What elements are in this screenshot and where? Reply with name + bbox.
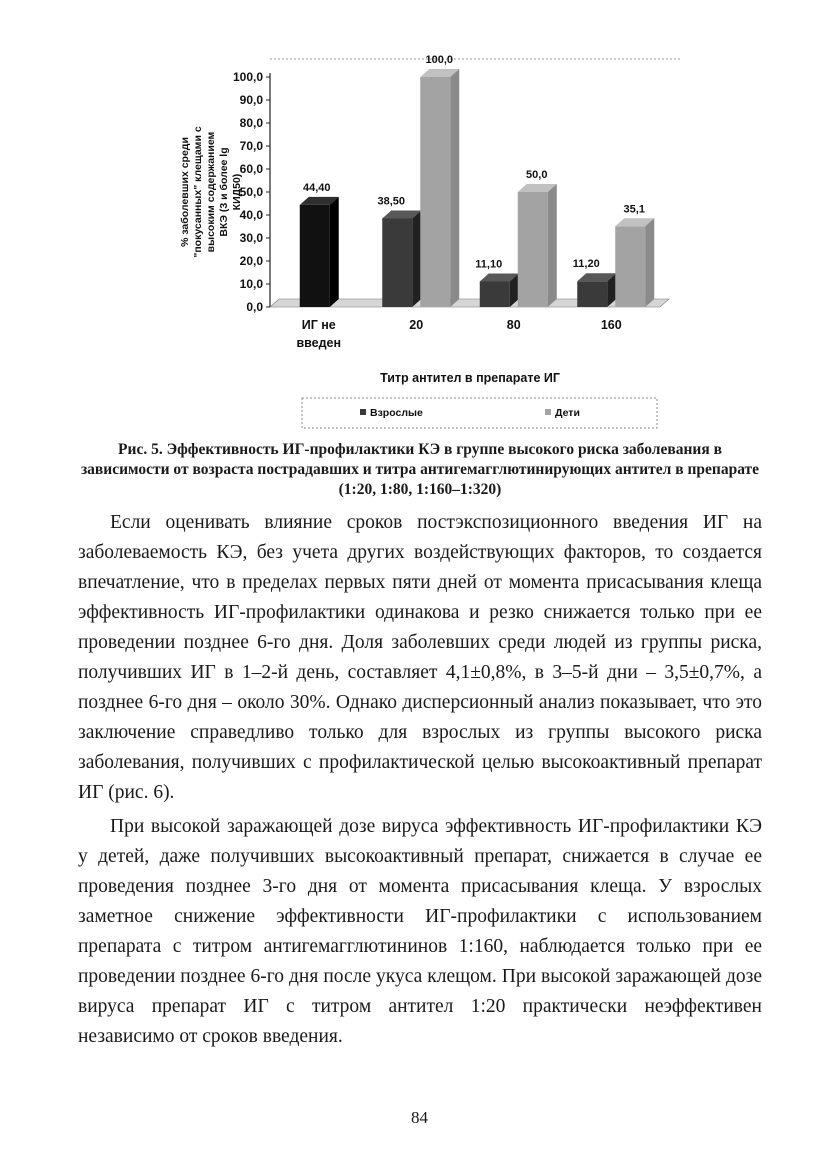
body-text bbox=[78, 508, 762, 1052]
page-number: 84 bbox=[411, 1108, 428, 1127]
y-tick-label: 50,0 bbox=[239, 185, 263, 199]
y-axis-label-line: КИД50) bbox=[231, 173, 243, 211]
x-axis-label: Титр антител в препарате ИГ bbox=[380, 371, 560, 385]
y-tick-label: 10,0 bbox=[239, 277, 263, 291]
bar-children-side bbox=[450, 69, 459, 307]
y-tick-label: 70,0 bbox=[239, 139, 263, 153]
paragraph-1: Если оценивать влияние сроков постэкспозиционного введения ИГ на заболеваемость КЭ, без учета других воздействующих факторов, то создается впечатление, что в пределах первых пяти дней от момента присасывания клеща эффективность ИГ-профилактики одинакова и резко снижается только при ее проведении позднее 6-го дня. Доля заболевших среди людей из группы риска, получивших ИГ в 1–2-й день, составляет 4,1±0,8%, в 3–5-й дни – 3,5±0,7%, а позднее 6-го дня – около 30%. Однако дисперсионный анализ показывает, что это заключение справедливо только для взрослых из группы высокого риска заболевания, получивших с профилактической целью высокоактивный препарат ИГ (рис. 6). bbox=[78, 512, 762, 803]
y-tick-label: 80,0 bbox=[239, 116, 263, 130]
data-label-children: 35,1 bbox=[623, 203, 645, 216]
bar-untreated-front bbox=[300, 205, 330, 307]
data-label-adults: 11,10 bbox=[475, 258, 503, 271]
bar-adults-side bbox=[412, 210, 421, 307]
legend-label-adults: Взрослые bbox=[370, 407, 423, 419]
legend-label-children: Дети bbox=[555, 407, 580, 419]
bar-children-side bbox=[645, 218, 654, 307]
data-label-adults: 38,50 bbox=[377, 195, 406, 208]
bar-adults-front bbox=[480, 281, 510, 307]
figure-chart bbox=[140, 30, 700, 440]
bar-children-front bbox=[518, 192, 548, 307]
y-axis-label-line: высоким содержанием bbox=[205, 131, 217, 253]
data-label-adults: 11,20 bbox=[572, 258, 600, 271]
data-label-adults: 44,40 bbox=[302, 181, 331, 194]
legend-swatch-children bbox=[545, 409, 551, 415]
bar-chart bbox=[140, 30, 700, 440]
bar-untreated-side bbox=[330, 197, 339, 307]
y-tick-label: 90,0 bbox=[239, 93, 263, 107]
y-tick-label: 60,0 bbox=[239, 162, 263, 176]
data-label-children: 50,0 bbox=[526, 169, 548, 181]
y-axis-label-line: "покусанных" клещами с bbox=[192, 126, 204, 258]
x-tick-label-line2: введен bbox=[296, 336, 342, 350]
data-label-children: 100,0 bbox=[425, 54, 454, 66]
paragraph-2: При высокой заражающей дозе вируса эффективность ИГ-профилактики КЭ у детей, даже получивших высокоактивный препарат, снижается в случае ее проведения позднее 3-го дня от момента присасывания клеща. У взрослых заметное снижение эффективности ИГ-профилактики с использованием препарата с титром антигемагглютининов 1:160, наблюдается только при ее проведении позднее 6-го дня после укуса клещом. При высокой заражающей дозе вируса препарат ИГ с титром антител 1:20 практически неэффективен независимо от сроков введения. bbox=[78, 816, 762, 1047]
bar-adults-front bbox=[382, 218, 412, 307]
x-tick-label: ИГ не bbox=[301, 318, 336, 332]
y-tick-label: 20,0 bbox=[239, 254, 263, 268]
y-axis-label bbox=[179, 126, 243, 257]
bar-children-front bbox=[615, 226, 645, 307]
y-tick-label: 0,0 bbox=[246, 300, 263, 314]
y-tick-label: 30,0 bbox=[239, 231, 263, 245]
bar-children-front bbox=[420, 77, 450, 307]
bar-children-side bbox=[548, 184, 557, 307]
x-tick-label: 160 bbox=[600, 318, 622, 332]
y-axis-label-line: % заболевших среди bbox=[179, 137, 191, 247]
bar-adults-front bbox=[577, 281, 607, 307]
legend-swatch-adults bbox=[360, 409, 366, 415]
figure-caption: Рис. 5. Эффективность ИГ-профилактики КЭ в группе высокого риска заболевания в зависимости от возраста пострадавших и титра антигемагглютинирующих антител в препарате (1:20, 1:80, 1:160–1:320) bbox=[80, 441, 760, 498]
legend-box bbox=[302, 398, 657, 428]
x-tick-label: 80 bbox=[506, 318, 521, 332]
y-tick-label: 40,0 bbox=[239, 208, 263, 222]
y-axis-label-line: ВКЭ (3 и более lg bbox=[218, 147, 230, 237]
y-tick-label: 100,0 bbox=[232, 70, 263, 84]
x-tick-label: 20 bbox=[409, 318, 424, 332]
